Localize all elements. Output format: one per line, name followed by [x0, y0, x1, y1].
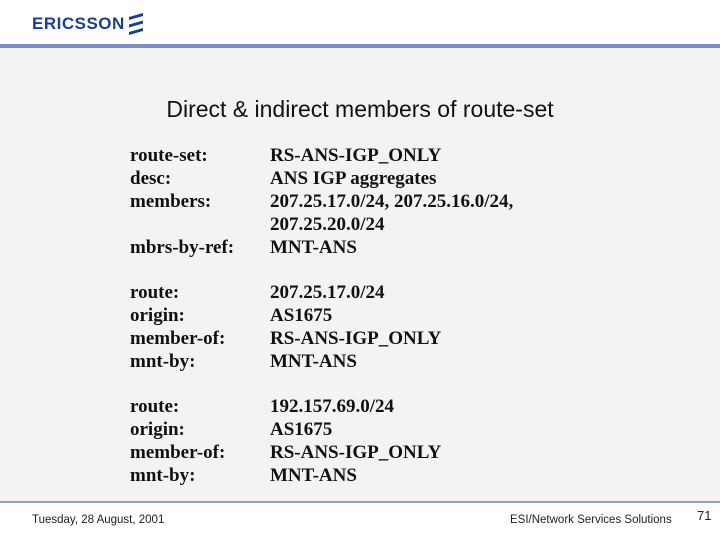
- footer-date: Tuesday, 28 August, 2001: [32, 514, 165, 526]
- object-row: [130, 304, 570, 327]
- attribute-value: RS-ANS-IGP_ONLY: [270, 328, 442, 349]
- attribute-key: member-of:: [130, 442, 226, 463]
- footer-organization: ESI/Network Services Solutions: [510, 514, 672, 526]
- object-row: [130, 441, 570, 464]
- attribute-key: mnt-by:: [130, 465, 196, 486]
- object-row: [130, 144, 570, 167]
- attribute-key: route:: [130, 396, 180, 417]
- attribute-value: MNT-ANS: [270, 351, 357, 372]
- object-row: [130, 350, 570, 373]
- route-object: [130, 281, 570, 373]
- route-set-object: [130, 144, 570, 259]
- attribute-key: [130, 213, 270, 236]
- attribute-value: ANS IGP aggregates: [270, 168, 437, 189]
- object-row: [130, 213, 570, 236]
- attribute-value: 192.157.69.0/24: [270, 396, 395, 417]
- rpsl-objects: [130, 144, 570, 509]
- object-row: [130, 190, 570, 213]
- object-row: [130, 167, 570, 190]
- attribute-key: mbrs-by-ref:: [130, 237, 235, 258]
- attribute-value: 207.25.20.0/24: [270, 214, 385, 235]
- slide-header: [0, 0, 720, 44]
- slide-title: Direct & indirect members of route-set: [166, 96, 554, 122]
- object-row: [130, 395, 570, 418]
- ericsson-wave-icon: [127, 11, 145, 35]
- attribute-key: route-set:: [130, 145, 208, 166]
- attribute-value: AS1675: [270, 419, 333, 440]
- object-row: [130, 418, 570, 441]
- page-number: 71: [697, 508, 712, 523]
- attribute-value: 207.25.17.0/24, 207.25.16.0/24,: [270, 191, 514, 212]
- object-row: [130, 281, 570, 304]
- attribute-key: desc:: [130, 168, 172, 189]
- attribute-value: MNT-ANS: [270, 465, 357, 486]
- attribute-key: route:: [130, 282, 180, 303]
- route-object: [130, 395, 570, 487]
- attribute-key: origin:: [130, 419, 185, 440]
- attribute-value: MNT-ANS: [270, 237, 357, 258]
- attribute-value: RS-ANS-IGP_ONLY: [270, 442, 442, 463]
- attribute-key: member-of:: [130, 328, 226, 349]
- attribute-value: 207.25.17.0/24: [270, 282, 385, 303]
- ericsson-logo-text: ERICSSON: [32, 14, 125, 33]
- object-row: [130, 327, 570, 350]
- object-row: [130, 464, 570, 487]
- footer-divider: [0, 501, 720, 503]
- object-row: [130, 236, 570, 259]
- attribute-key: origin:: [130, 305, 185, 326]
- attribute-key: mnt-by:: [130, 351, 196, 372]
- attribute-key: members:: [130, 191, 212, 212]
- attribute-value: RS-ANS-IGP_ONLY: [270, 145, 442, 166]
- attribute-value: AS1675: [270, 305, 333, 326]
